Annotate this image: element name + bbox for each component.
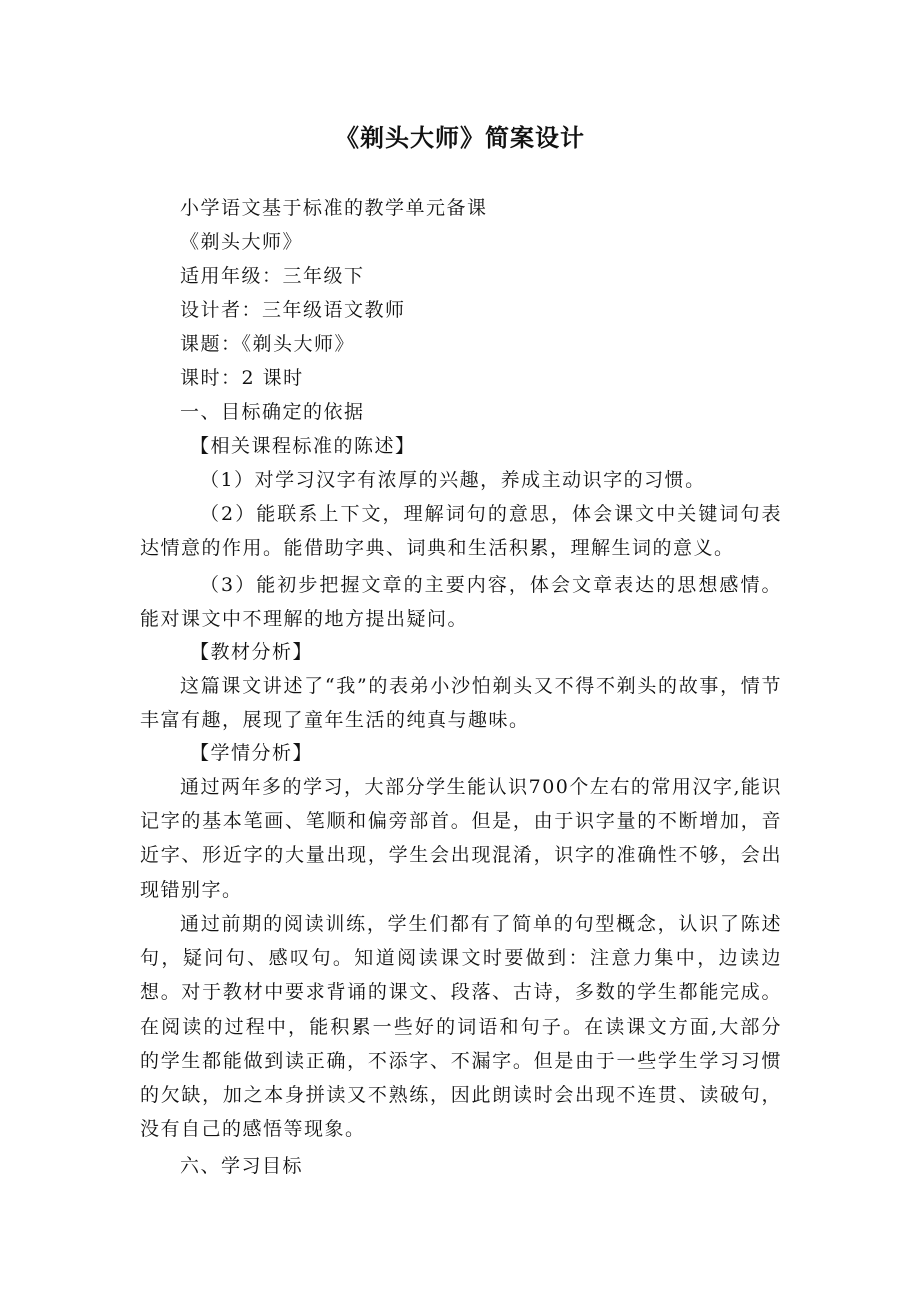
lesson-name-line: 《剃头大师》 (180, 231, 304, 253)
standard-item-2: （2）能联系上下文，理解词句的意思，体会课文中关键词句表达情意的作用。能借助字典、词典和生活积累，理解生词的意义。 (140, 503, 782, 560)
students-analysis-text-1: 通过两年多的学习，大部分学生能认识700个左右的常用汉字,能识记字的基本笔画、笔顺和偏旁部首。但是，由于识字量的不断增加，音近字、形近字的大量出现，学生会出现混淆，识字的准确性不够，会出现错别字。 (140, 776, 782, 901)
students-heading: 【学情分析】 (190, 742, 314, 764)
section1-heading: 一、目标确定的依据 (180, 401, 365, 423)
document-title: 《剃头大师》简案设计 (335, 124, 585, 152)
topic-line: 课题：《剃头大师》 (180, 333, 356, 355)
designer-line: 设计者：三年级语文教师 (180, 299, 406, 321)
standards-heading: 【相关课程标准的陈述】 (190, 435, 416, 457)
course-line: 小学语文基于标准的教学单元备课 (180, 197, 488, 219)
standard-item-3: （3）能初步把握文章的主要内容，体会文章表达的思想感情。能对课文中不理解的地方提出疑问。 (140, 574, 782, 631)
hours-line: 课时：2 课时 (180, 367, 304, 389)
textbook-analysis-text: 这篇课文讲述了“我”的表弟小沙怕剃头又不得不剃头的故事，情节丰富有趣，展现了童年生活的纯真与趣味。 (140, 675, 782, 732)
grade-line: 适用年级：三年级下 (180, 265, 365, 287)
students-analysis-text-2: 通过前期的阅读训练，学生们都有了简单的句型概念，认识了陈述句，疑问句、感叹句。知道阅读课文时要做到：注意力集中，边读边想。对于教材中要求背诵的课文、段落、古诗，多数的学生都能完成。在阅读的过程中，能积累一些好的词语和句子。在读课文方面,大部分的学生都能做到读正确，不添字、不漏字。但是由于一些学生学习习惯的欠缺，加之本身拼读又不熟练，因此朗读时会出现不连贯、读破句，没有自己的感悟等现象。 (140, 913, 782, 1141)
standard-item-1: （1）对学习汉字有浓厚的兴趣，养成主动识字的习惯。 (200, 469, 706, 491)
section6-heading: 六、学习目标 (180, 1155, 304, 1177)
textbook-heading: 【教材分析】 (190, 641, 314, 663)
